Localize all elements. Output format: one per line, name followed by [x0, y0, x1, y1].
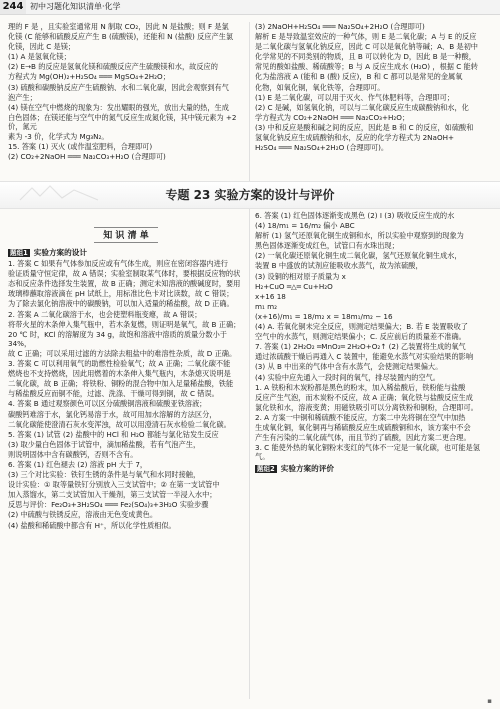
subsection-title-2: 实验方案的评价: [280, 464, 334, 474]
left-body-line: 为了除去氯化钠溶液中的碳酸钠，可以加入适量的稀盐酸，故 D 正确。: [8, 299, 234, 309]
left-body-paragraphs: [8, 259, 246, 530]
left-body-line: 反思与评价：Fe₂O₃+3H₂SO₄ ═══ Fe₂(SO₄)₃+3H₂O 实验步骤: [8, 500, 209, 510]
top-right-line: 化学常见的不同类别的物质，且 B 可以转化为 D，因此 B 是一种酸，: [255, 52, 476, 62]
page-footer-mark: ▪: [487, 697, 492, 705]
top-right-line: 化为盐溶液 A (能和 B (酸) 反应)，B 和 C 都可以是常见的金属氧: [255, 72, 463, 82]
left-body-line: 二氧化碳，故 B 正确；将铁粉、铜粉的混合物中加入足量稀盐酸，铁能: [8, 379, 234, 389]
left-body-line: 6. 答案 (1) 红色褪去 (2) 溶液 pH 大于 7，: [8, 459, 148, 469]
top-left-line: (2) E→B 的反应是氢氧化镁和硫酸反应产生硫酸镁和水，故反应的: [8, 62, 218, 72]
top-left-line: 化镁 (C 能够和硫酸反应产生 B (硫酸镁)，还能和 N (盐酸) 反应产生氯: [8, 32, 234, 42]
top-left-line: (4) 镁在空气中燃烧的现象为：发出耀眼的强光，放出大量的热，生成: [8, 102, 229, 112]
left-body-line: 态和反应条件选择发生装置，故 B 正确；测定未知溶液的酸碱度时，要用: [8, 279, 241, 289]
right-body-line: 产生有污染的二氧化硫气体，而且节约了硫酸，因此方案二更合理。: [255, 433, 471, 443]
right-body-line: x+16 18: [255, 291, 286, 301]
right-body-line: 空气中的水蒸气，则测定结果偏小；C. 反应前后的质量差不准确。: [255, 332, 466, 342]
right-body-line: 3. C 能使外热的氧化铜粉末变红的气体不一定是一氧化碳，也可能是氢气。: [255, 443, 480, 462]
right-body-line: (3) 设铜的相对原子质量为 x: [255, 271, 346, 281]
top-right-line: (3) 2NaOH+H₂SO₄ ═══ Na₂SO₄+2H₂O (合理即可): [255, 22, 425, 31]
column-divider: [249, 22, 250, 699]
right-body-line: (4) 18/m₁ = 16/m₂ 偏小 ABC: [255, 221, 355, 231]
page-header: [0, 0, 500, 15]
right-body-line: (3) 从 B 中出来的气体中含有水蒸气，会使测定结果偏大。: [255, 362, 443, 372]
top-right-line: (2) C 是碱，如氢氧化钠，可以与二氧化碳反应生成碳酸钠和水，化: [255, 102, 469, 112]
top-right-column: [255, 22, 493, 153]
right-body-line: H₂+CuO ═△═ Cu+H₂O: [255, 281, 333, 291]
right-body-line: 生成氧化铜，氧化铜再与稀硫酸反应生成硫酸铜和水，该方案中不会: [255, 422, 471, 432]
left-body-line: 20 ℃ 时，KCl 的溶解度为 34 g，故饱和溶液中溶质的质量分数小于 34%，: [8, 329, 227, 348]
page-number: 244: [0, 0, 26, 14]
top-right-line: 常见的酸如盐酸、稀硫酸等；B 与 A 反应生成水 (H₂O) ，根据 C 能转: [255, 62, 478, 72]
top-left-line: 白色固体；在镁还能与空气中的氮气反应生成氮化镁，其中镁元素为 +2 价，氮元: [8, 112, 237, 131]
top-left-line: 方程式为 Mg(OH)₂+H₂SO₄ ═══ MgSO₄+2H₂O；: [8, 72, 170, 82]
subsection-tag-2: 题组2: [257, 464, 275, 473]
left-body-line: 4. 答案 B 通过观察颜色可以区分硫酸铜溶液和硫酸亚铁溶液；: [8, 399, 207, 409]
left-body-line: 碳酸钙难溶于水，氯化钙易溶于水，故可用加水溶解的方法区分，: [8, 409, 217, 419]
top-left-line: 理的 F 是 ，且实验室通常用 N 制取 CO₂，因此 N 是盐酸；则 F 是氯: [8, 22, 229, 31]
left-body-line: 加入蒸馏水，第二支试管加入干燥剂，第三支试管一半浸入水中；: [8, 490, 217, 500]
left-body-line: 5. 答案 (1) 试管 (2) 盐酸中的 HCl 和 H₂O 都能与氯化钴发生反应: [8, 429, 219, 439]
top-left-line: 素为 -3 价，化学式为 Mg₃N₂。: [8, 132, 109, 142]
subsection-title-1: 实验方案的设计: [33, 248, 87, 257]
right-body-column: [255, 211, 493, 475]
left-body-line: (4) 盐酸和稀硫酸中都含有 H⁺，所以化学性质相似。: [8, 520, 176, 530]
left-body-line: 验证质量守恒定律，故 A 错误；实验室制取某气体时，要根据反应物的状: [8, 269, 241, 279]
top-right-line: 化物，如氧化铜，氧化铁等，合理即可。: [255, 82, 385, 92]
left-body-line: 3. 答案 C 可以利用氧气的助燃性检验氧气；故 A 正确；二氧化碳不能: [8, 359, 231, 369]
top-left-line: 泡产生；: [8, 92, 37, 102]
left-body-column: [8, 245, 246, 531]
right-body-line: (4) A. 若氧化铜未完全反应，则测定结果偏大；B. 若 E 装置吸收了: [255, 322, 468, 332]
chapter-title: 专题 23 实验方案的设计与评价: [165, 188, 335, 202]
subsection-heading-2: [255, 464, 493, 473]
top-left-line: (1) A 是氢氧化镁；: [8, 52, 71, 62]
subsection-heading-1: [8, 248, 246, 257]
top-right-line: 学方程式为 CO₂+2NaOH ═══ Na₂CO₃+H₂O；: [255, 112, 410, 122]
right-body-line: 6. 答案 (1) 红色固体逐渐变成黑色 (2) Ⅰ (3) 吸收反应生成的水: [255, 211, 455, 220]
right-body-line: 7. 答案 (1) 2H₂O₂ ═MnO₂═ 2H₂O+O₂↑ (2) 乙装置将生成的氧气: [255, 342, 466, 352]
right-body-line: 通过浓硫酸干燥后再通入 C 装置中，能避免水蒸气对实验结果的影响: [255, 352, 474, 362]
left-body-line: 1. 答案 C 如果有气体参加反应或有气体生成，则应在密闭容器内进行: [8, 259, 228, 269]
right-body-line: 1. A 铁粉和木炭粉都是黑色的粉末，加入稀盐酸后，铁粉能与盐酸: [255, 382, 466, 392]
top-left-line: (3) 硫酸和碳酸钠反应产生硫酸钠、水和二氧化碳，因此会观察到有气: [8, 82, 229, 92]
top-right-line: 解析 E 是导致温室效应的一种气体，则 E 是二氧化碳；A 与 E 的反应: [255, 32, 477, 42]
top-right-line: (3) 中和反应是酸和碱之间的反应，因此是 B 和 C 的反应，如硫酸和: [255, 122, 474, 132]
left-body-line: 将带火星的木条伸入集气瓶中，若木条复燃，则证明是氧气，故 B 正确；: [8, 319, 241, 329]
top-right-line: H₂SO₄ ═══ Na₂SO₄+2H₂O (合理即可)。: [255, 143, 389, 153]
right-body-line: (x+16)/m₁ = 18/m₂ x = 18m₁/m₂ − 16: [255, 311, 393, 321]
left-body-line: 2. 答案 A 二氧化碳溶于水，也会使塑料瓶变瘪，故 A 错误；: [8, 309, 202, 319]
right-body-line: m₁ m₂: [255, 301, 278, 311]
left-body-line: 故 C 正确；可以采用过滤的方法除去粗盐中的难溶性杂质，故 D 正确。: [8, 348, 237, 358]
left-body-line: (3) 取少量白色固体于试管中，滴加稀盐酸，若有气泡产生，: [8, 439, 201, 449]
top-right-paragraph-list: [255, 22, 493, 152]
left-body-line: 与稀盐酸反应而铜不能，过滤、洗涤、干燥可得到铜，故 C 错误。: [8, 389, 219, 399]
watermark-icon: [14, 183, 104, 205]
top-right-line: 是二氧化碳与氢氧化钠反应，因此 C 可以是氧化钠等碱；A、B 是初中: [255, 42, 478, 52]
subsection-tag-1: 题组1: [10, 248, 28, 257]
left-body-line: 设计实验：① 取等量铁钉分别放入三支试管中；② 在第一支试管中: [8, 480, 220, 490]
right-body-line: 反应产生气泡，而木炭粉不反应，故 A 正确；氧化铁与盐酸反应生成: [255, 392, 473, 402]
right-body-line: 2. A 方案一中铜和稀硫酸不能反应，方案二中先将铜在空气中加热: [255, 412, 466, 422]
left-body-line: 则说明固体中含有碳酸钙，否则不含有。: [8, 449, 138, 459]
right-body-paragraphs: [255, 211, 493, 461]
top-left-paragraph-list: [8, 22, 246, 161]
left-body-line: (2) 中硫酸与铁锈反应，溶液由无色变成黄色。: [8, 510, 158, 520]
section-title: 知 识 清 单: [103, 231, 149, 241]
top-left-line: 化镁，因此 C 是镁；: [8, 42, 76, 52]
right-body-line: 黑色固体逐渐变成红色，试管口有水珠出现；: [255, 241, 399, 251]
right-body-line: (4) 实验中应先通入一段时间的氧气，排尽装置内的空气。: [255, 372, 440, 382]
book-title: 初中习题化知识清单·化学: [30, 2, 121, 11]
left-body-line: 二氧化碳能使澄清石灰水变浑浊，故可以用澄清石灰水检验二氧化碳。: [8, 419, 231, 429]
top-right-line: (1) E 是二氧化碳，可以用于灭火、作气体肥料等，合理即可；: [255, 92, 454, 102]
left-body-line: 燃烧也不支持燃烧，因此用燃着的木条伸入集气瓶内，木条熄灭说明是: [8, 369, 231, 379]
right-body-line: 装置 B 中盛放的试剂应能吸收水蒸气，故为浓硫酸，: [255, 261, 423, 271]
top-left-column: [8, 22, 246, 162]
top-left-line: (2) CO₂+2NaOH ═══ Na₂CO₃+H₂O (合理即可): [8, 152, 166, 162]
left-body-line: (3) 三个对比实验：铁钉生锈的条件是与氧气和水同时接触，: [8, 470, 201, 480]
top-left-line: 15. 答案 (1) 灭火 (或作温室肥料，合理即可): [8, 142, 153, 152]
left-body-line: 玻璃棒蘸取溶液滴在 pH 试纸上，用标准比色卡对比读数，故 C 错误；: [8, 289, 234, 299]
right-body-line: 解析 (1) 氢气还原氧化铜生成铜和水，所以实验中观察到的现象为: [255, 231, 464, 241]
right-body-line: 氯化铁和水，溶液变黄；用磁铁吸引可以分离铁粉和铜粉，合理即可。: [255, 402, 478, 412]
top-right-line: 氢氧化钠反应生成硫酸钠和水，反应的化学方程式为 2NaOH+: [255, 133, 455, 143]
right-body-line: (2) 一氧化碳还原氧化铜生成二氧化碳，氢气还原氧化铜生成水，: [255, 251, 462, 261]
